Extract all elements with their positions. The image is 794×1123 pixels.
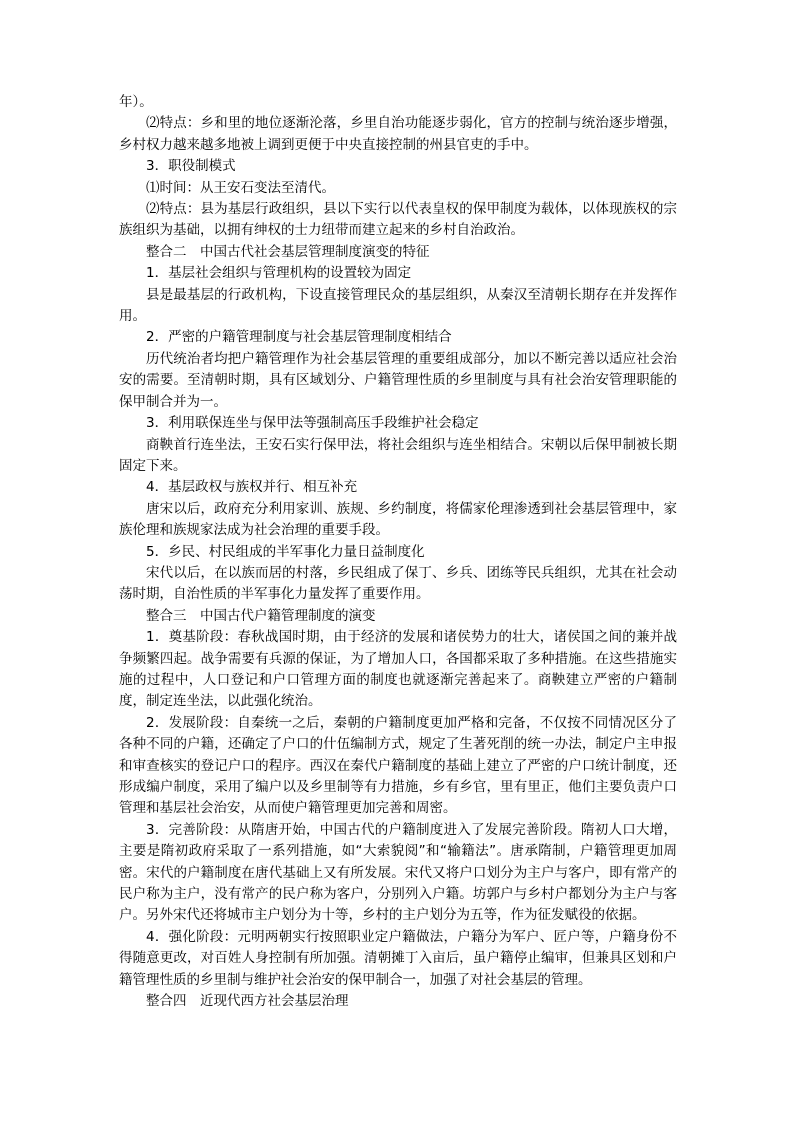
paragraph: 3．完善阶段：从隋唐开始，中国古代的户籍制度进入了发展完善阶段。隋初人口大增，主要是隋初政府采取了一系列措施，如“大索貌阅”和“输籍法”。唐承隋制，户籍管理更加周密。宋代的户籍制度在唐代基础上又有所发展。宋代又将户口划分为主户与客户，即有常产的民户称为主户，没有常产的民户称为客户，分别列入户籍。坊郭户与乡村户都划分为主户与客户。另外宋代还将城市主户划分为十等，乡村的主户划分为五等，作为征发赋役的依据。 xyxy=(119,821,677,924)
section-heading: 5．乡民、村民组成的半军事化力量日益制度化 xyxy=(146,543,425,560)
paragraph: 2．发展阶段：自秦统一之后，秦朝的户籍制度更加严格和完备，不仅按不同情况区分了各种不同的户籍，还确定了户口的什伍编制方式，规定了生著死削的统一办法，制定户主申报和审查核实的登记户口的程序。西汉在秦代户籍制度的基础上建立了严密的户口统计制度，还形成编户制度，采用了编户以及乡里制等有力措施，乡有乡官，里有里正，他们主要负责户口管理和基层社会治安，从而使户籍管理更加完善和周密。 xyxy=(119,714,677,817)
paragraph: 历代统治者均把户籍管理作为社会基层管理的重要组成部分，加以不断完善以适应社会治安的需要。至清朝时期，具有区域划分、户籍管理性质的乡里制度与具有社会治安管理职能的保甲制合并为一。 xyxy=(119,350,677,410)
integration-heading: 整合二 中国古代社会基层管理制度演变的特征 xyxy=(146,243,430,260)
integration-heading: 整合三 中国古代户籍管理制度的演变 xyxy=(146,607,376,624)
paragraph: ⑵特点：乡和里的地位逐渐沦落，乡里自治功能逐步弱化，官方的控制与统治逐步增强，乡村权力越来越多地被上调到更便于中央直接控制的州县官吏的手中。 xyxy=(119,115,677,153)
paragraph: 宋代以后，在以族而居的村落，乡民组成了保丁、乡兵、团练等民兵组织，尤其在社会动荡时期，自治性质的半军事化力量发挥了重要作用。 xyxy=(119,564,677,603)
paragraph: 年）。 xyxy=(119,94,153,110)
paragraph: ⑵特点：县为基层行政组织，县以下实行以代表皇权的保甲制度为载体，以体现族权的宗族组织为基础，以拥有绅权的士力纽带而建立起来的乡村自治政治。 xyxy=(119,201,677,239)
section-heading: 2．严密的户籍管理制度与社会基层管理制度相结合 xyxy=(146,329,452,346)
paragraph: 4．强化阶段：元明两朝实行按照职业定户籍做法，户籍分为军户、匠户等，户籍身份不得随意更改，对百姓人身控制有所加强。清朝摊丁入亩后，虽户籍停止编审，但兼具区划和户籍管理性质的乡里制与维护社会治安的保甲制合一，加强了对社会基层的管理。 xyxy=(119,928,677,988)
paragraph: 商鞅首行连坐法，王安石实行保甲法，将社会组织与连坐相结合。宋朝以后保甲制被长期固定下来。 xyxy=(119,436,677,474)
integration-heading: 整合四 近现代西方社会基层治理 xyxy=(146,993,349,1010)
section-heading: 1．基层社会组织与管理机构的设置较为固定 xyxy=(146,265,412,282)
paragraph: 1．奠基阶段：春秋战国时期，由于经济的发展和诸侯势力的壮大，诸侯国之间的兼并战争频繁四起。战争需要有兵源的保证，为了增加人口，各国都采取了多种措施。在这些措施实施的过程中，人口登记和户口管理方面的制度也就逐渐完善起来了。商鞅建立严密的户籍制度，制定连坐法，以此强化统治。 xyxy=(119,629,677,710)
paragraph: ⑴时间：从王安石变法至清代。 xyxy=(146,179,335,196)
section-heading: 4．基层政权与族权并行、相互补充 xyxy=(146,479,358,496)
section-heading: 3．利用联保连坐与保甲法等强制高压手段维护社会稳定 xyxy=(146,415,479,432)
document-body xyxy=(119,92,677,1012)
paragraph: 唐宋以后，政府充分利用家训、族规、乡约制度，将儒家伦理渗透到社会基层管理中，家族伦理和族规家法成为社会治理的重要手段。 xyxy=(119,500,677,539)
paragraph: 县是最基层的行政机构，下设直接管理民众的基层组织，从秦汉至清朝长期存在并发挥作用。 xyxy=(119,286,677,325)
section-heading: 3．职役制模式 xyxy=(146,158,236,175)
